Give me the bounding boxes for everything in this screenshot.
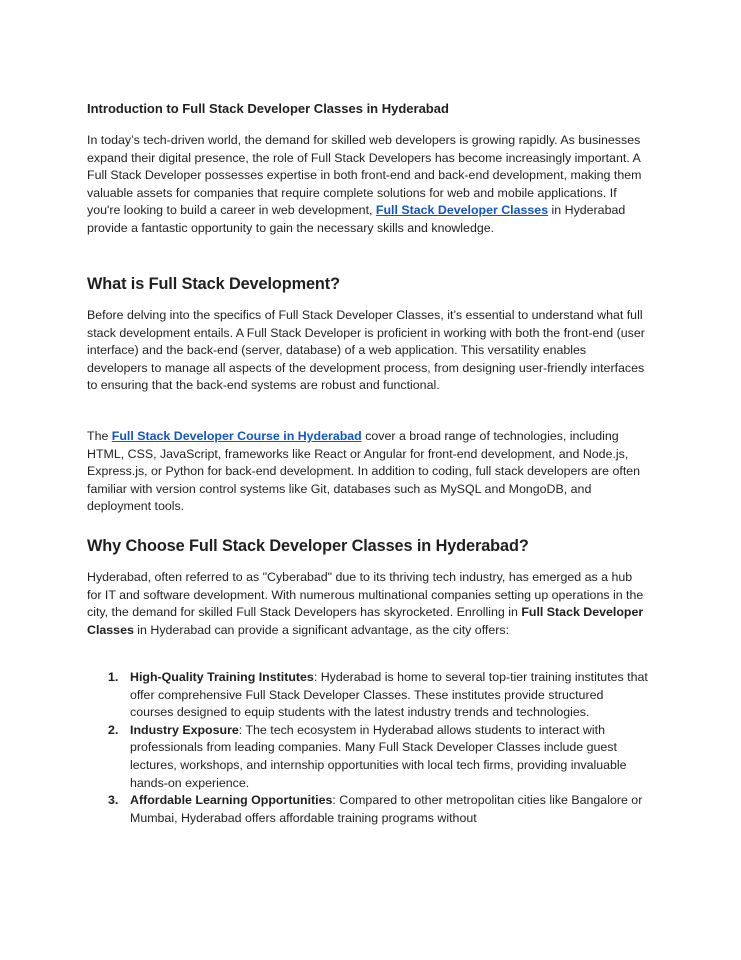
section1-text-before-link: The	[87, 429, 112, 443]
list-item-text: : Hyderabad is home to several top-tier training institutes that offer comprehensive Full Stack Developer Classes. These institutes provide structured courses designed to equip students with the latest industry trends and technologies.	[130, 670, 648, 720]
intro-text-before-link: In today’s tech-driven world, the demand for skilled web developers is growing rapidly. As businesses expand their digital presence, the role of Full Stack Developers has become increasingly important. A Full Stack Developer possesses expertise in both front-end and back-end development, making them valuable assets for companies that require complete solutions for web and mobile applications. If you're looking to build a career in web development,	[87, 133, 642, 218]
section1-paragraph-1: Before delving into the specifics of Full Stack Developer Classes, it’s essential to understand what full stack development entails. A Full Stack Developer is proficient in working with both the front-end (user interface) and the back-end (server, database) of a web application. This versatility enables developers to manage all aspects of the development process, from designing user-friendly interfaces to ensuring that the back-end systems are robust and functional.	[87, 308, 645, 393]
list-item-title: Industry Exposure	[130, 722, 239, 737]
intro-paragraph	[87, 132, 649, 238]
list-item-text: : The tech ecosystem in Hyderabad allows students to interact with professionals from leading companies. Many Full Stack Developer Classes include guest lectures, workshops, and internship opportunities with local tech firms, providing invaluable hands-on experience.	[130, 722, 627, 790]
section2-heading: Why Choose Full Stack Developer Classes in Hyderabad?	[87, 537, 529, 555]
section2-paragraph	[87, 569, 649, 639]
section1-heading: What is Full Stack Development?	[87, 275, 340, 293]
list-number: 3.	[108, 793, 119, 808]
list-number: 1.	[108, 670, 119, 684]
list-item-text: : Compared to other metropolitan cities like Bangalore or Mumbai, Hyderabad offers affordable training programs without	[130, 793, 643, 825]
list-item	[87, 722, 649, 792]
list-item-title: Affordable Learning Opportunities	[130, 793, 333, 808]
section1-text-after-link: cover a broad range of technologies, including HTML, CSS, JavaScript, frameworks like React or Angular for front-end development, and Node.js, Express.js, or Python for back-end development. In addition to coding, full stack developers are often familiar with version control systems like Git, databases such as MySQL and MongoDB, and deployment tools.	[87, 429, 641, 514]
list-number: 2.	[108, 722, 119, 737]
full-stack-course-link[interactable]: Full Stack Developer Course in Hyderabad	[111, 429, 362, 443]
list-item	[87, 792, 649, 827]
section2-bold-text: Full Stack Developer Classes	[87, 605, 644, 637]
intro-text-after-link: in Hyderabad provide a fantastic opportunity to gain the necessary skills and knowledge.	[87, 203, 626, 235]
list-item	[87, 669, 649, 722]
list-item-title: High-Quality Training Institutes	[130, 670, 314, 684]
intro-heading: Introduction to Full Stack Developer Classes in Hyderabad	[87, 101, 449, 116]
advantages-list	[87, 669, 649, 827]
section2-text-after-bold: in Hyderabad can provide a significant advantage, as the city offers:	[133, 622, 510, 637]
full-stack-classes-link[interactable]: Full Stack Developer Classes	[375, 203, 549, 218]
section1-paragraph-2	[87, 428, 649, 516]
section2-text-before-bold: Hyderabad, often referred to as "Cyberabad" due to its thriving tech industry, has emerged as a hub for IT and software development. With numerous multinational companies setting up operations in the city, the demand for skilled Full Stack Developers has skyrocketed. Enrolling in	[87, 570, 644, 620]
